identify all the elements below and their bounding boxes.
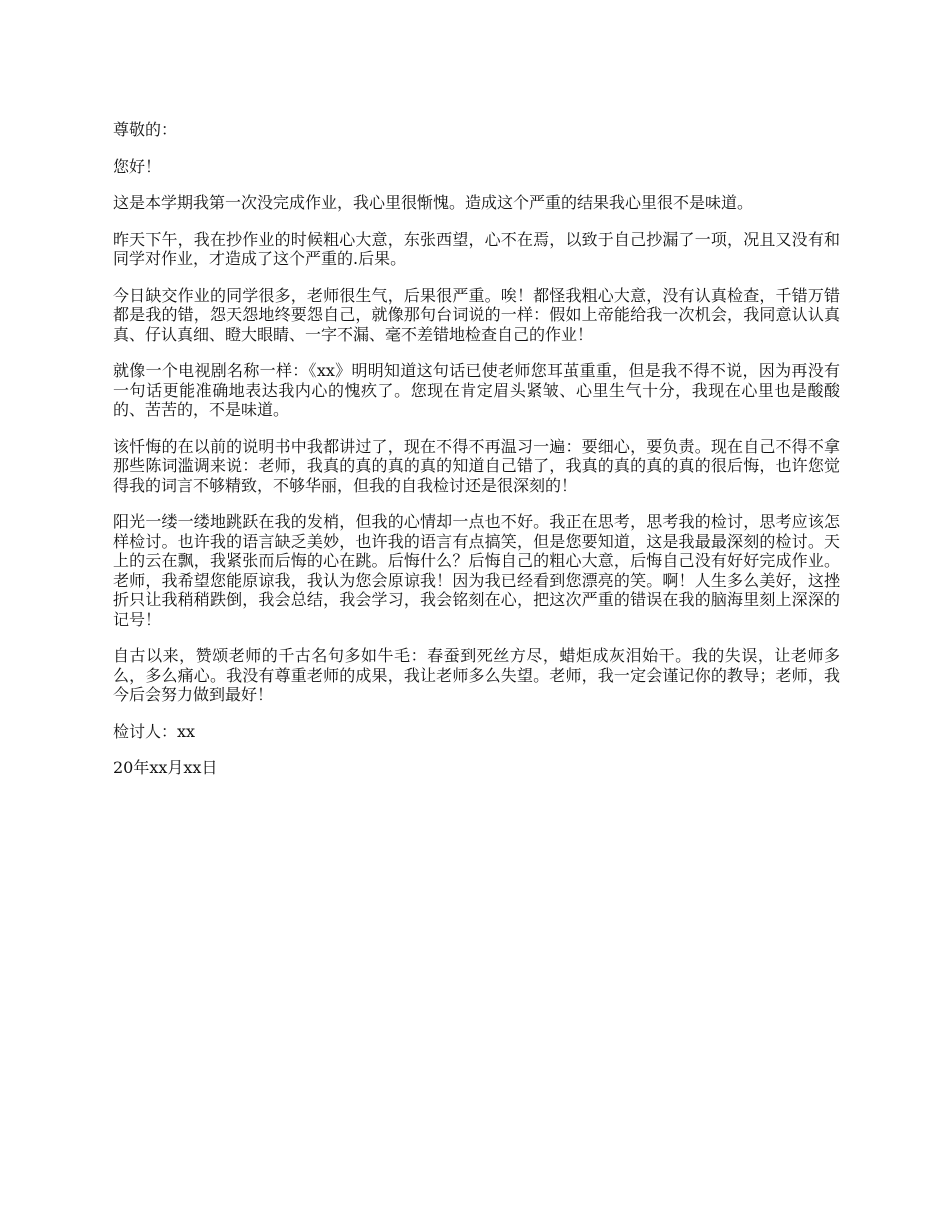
signature-line: 检讨人：xx [113,721,196,741]
body-paragraph-1: 这是本学期我第一次没完成作业，我心里很惭愧。造成这个严重的结果我心里很不是味道。 [113,193,754,212]
salutation: 尊敬的： [113,120,178,139]
body-paragraph-5: 该忏悔的在以前的说明书中我都讲过了，现在不得不再温习一遍：要细心，要负责。现在自己不得不拿那些陈词滥调来说：老师，我真的真的真的真的知道自己错了，我真的真的真的真的很后悔，也许您觉得我的词言不够精致，不够华丽，但我的自我检讨还是很深刻的！ [113,436,840,495]
document-page [113,120,840,795]
body-paragraph-6: 阳光一缕一缕地跳跃在我的发梢，但我的心情却一点也不好。我正在思考，思考我的检讨，思考应该怎样检讨。也许我的语言缺乏美妙，也许我的语言有点搞笑，但是您要知道，这是我最最深刻的检讨。天上的云在飘，我紧张而后悔的心在跳。后悔什么？后悔自己的粗心大意，后悔自己没有好好完成作业。老师，我希望您能原谅我，我认为您会原谅我！因为我已经看到您漂亮的笑。啊！人生多么美好，这挫折只让我稍稍跌倒，我会总结，我会学习，我会铭刻在心，把这次严重的错误在我的脑海里刻上深深的记号！ [113,512,840,629]
greeting: 您好！ [113,156,162,176]
body-paragraph-7: 自古以来，赞颂老师的千古名句多如牛毛：春蚕到死丝方尽，蜡炬成灰泪始干。我的失误，让老师多么，多么痛心。我没有尊重老师的成果，我让老师多么失望。老师，我一定会谨记你的教导；老师，我今后会努力做到最好！ [113,646,840,704]
body-paragraph-4: 就像一个电视剧名称一样：《xx》明明知道这句话已使老师您耳茧重重，但是我不得不说，因为再没有一句话更能准确地表达我内心的愧疚了。您现在肯定眉头紧皱、心里生气十分，我现在心里也是酸酸的、苦苦的，不是味道。 [113,361,840,419]
body-paragraph-3: 今日缺交作业的同学很多，老师很生气，后果很严重。唉！都怪我粗心大意，没有认真检查，千错万错都是我的错，怨天怨地终要怨自己，就像那句台词说的一样：假如上帝能给我一次机会，我同意认认真真、仔认真细、瞪大眼睛、一字不漏、毫不差错地检查自己的作业！ [113,285,840,344]
body-paragraph-2: 昨天下午，我在抄作业的时候粗心大意，东张西望，心不在焉，以致于自己抄漏了一项，况且又没有和同学对作业，才造成了这个严重的.后果。 [113,229,840,268]
date-line: 20年xx月xx日 [113,758,218,777]
